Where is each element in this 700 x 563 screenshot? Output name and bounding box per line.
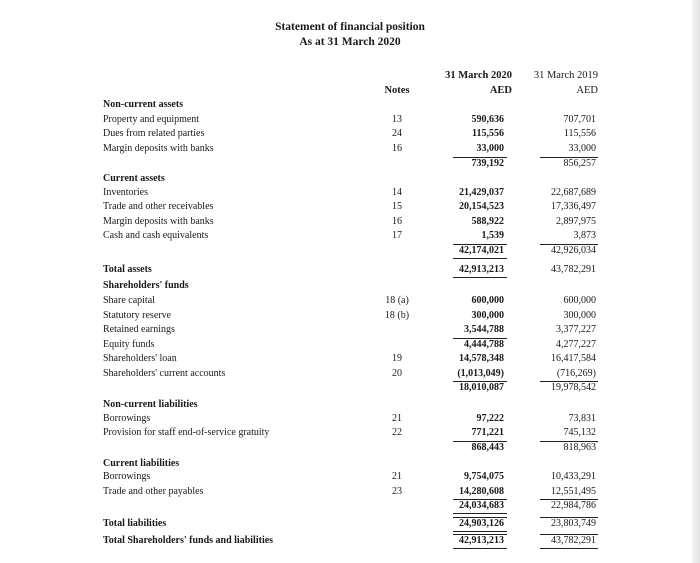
statement-row xyxy=(0,294,700,308)
statement-row xyxy=(0,534,700,548)
statement-row xyxy=(0,499,700,513)
row-note: 18 (a) xyxy=(385,295,409,306)
statement-row xyxy=(0,517,700,531)
row-label: Equity funds xyxy=(103,339,155,350)
total-rule xyxy=(453,499,507,500)
row-label: Shareholders' current accounts xyxy=(103,368,226,379)
row-value-2019: 10,433,291 xyxy=(551,471,596,482)
statement-row xyxy=(0,470,700,484)
row-note: 16 xyxy=(392,216,402,227)
row-value-2019: 3,377,227 xyxy=(556,324,596,335)
total-rule xyxy=(540,517,598,518)
statement-row xyxy=(0,263,700,277)
total-rule xyxy=(540,548,598,549)
row-value-2020: 14,280,608 xyxy=(459,486,504,497)
row-value-2019: 745,132 xyxy=(563,427,596,438)
statement-row xyxy=(0,352,700,366)
row-label: Total Shareholders' funds and liabilities xyxy=(103,535,274,546)
total-rule xyxy=(540,499,598,500)
total-rule xyxy=(453,441,507,442)
row-value-2019: 42,926,034 xyxy=(551,245,596,256)
row-value-2020: 42,913,213 xyxy=(459,535,504,546)
total-rule xyxy=(453,258,507,259)
row-label: Property and equipment xyxy=(103,114,200,125)
row-value-2019: 23,803,749 xyxy=(551,518,596,529)
statement-row xyxy=(0,398,700,412)
row-value-2020: 4,444,788 xyxy=(464,339,504,350)
row-label: Current liabilities xyxy=(103,458,180,469)
row-note: 15 xyxy=(392,201,402,212)
total-rule xyxy=(453,381,507,382)
row-value-2019: 4,277,227 xyxy=(556,339,596,350)
row-note: 13 xyxy=(392,114,402,125)
row-label: Share capital xyxy=(103,295,155,306)
row-value-2020: 9,754,075 xyxy=(464,471,504,482)
row-label: Inventories xyxy=(103,187,148,198)
row-value-2019: 115,556 xyxy=(563,128,596,139)
row-value-2020: 588,922 xyxy=(471,216,504,227)
row-value-2020: 600,000 xyxy=(471,295,504,306)
notes-column-header: Notes xyxy=(384,85,410,96)
total-rule xyxy=(540,441,598,442)
total-rule xyxy=(540,244,598,245)
row-value-2020: 24,034,683 xyxy=(459,500,504,511)
column-2020-header: 31 March 2020 xyxy=(445,70,512,81)
row-note: 24 xyxy=(392,128,402,139)
row-value-2019: 22,984,786 xyxy=(551,500,596,511)
row-value-2019: 33,000 xyxy=(568,143,596,154)
statement-row xyxy=(0,441,700,455)
row-value-2019: 600,000 xyxy=(563,295,596,306)
row-value-2019: 3,873 xyxy=(573,230,596,241)
row-value-2020: 14,578,348 xyxy=(459,353,504,364)
row-value-2020: 115,556 xyxy=(472,128,504,139)
row-label: Dues from related parties xyxy=(103,128,205,139)
total-rule xyxy=(453,338,507,339)
statement-row xyxy=(0,323,700,337)
row-note: 22 xyxy=(392,427,402,438)
statement-row xyxy=(0,186,700,200)
row-label: Provision for staff end-of-service gratuity xyxy=(103,427,270,438)
row-value-2020: 1,539 xyxy=(481,230,504,241)
row-value-2020: 771,221 xyxy=(471,427,504,438)
row-label: Borrowings xyxy=(103,471,151,482)
row-label: Non-current assets xyxy=(103,99,184,110)
row-value-2019: 73,831 xyxy=(568,413,596,424)
statement-row xyxy=(0,127,700,141)
row-note: 19 xyxy=(392,353,402,364)
row-value-2020: 21,429,037 xyxy=(459,187,504,198)
statement-row xyxy=(0,229,700,243)
statement-row xyxy=(0,200,700,214)
row-value-2019: 22,687,689 xyxy=(551,187,596,198)
row-label: Statutory reserve xyxy=(103,310,172,321)
row-value-2019: (716,269) xyxy=(556,368,596,379)
row-value-2019: 2,897,975 xyxy=(556,216,596,227)
row-note: 23 xyxy=(392,486,402,497)
statement-row xyxy=(0,412,700,426)
row-label: Borrowings xyxy=(103,413,151,424)
total-rule xyxy=(540,381,598,382)
row-value-2020: 739,192 xyxy=(471,158,504,169)
statement-row xyxy=(0,172,700,186)
statement-row xyxy=(0,485,700,499)
row-value-2019: 43,782,291 xyxy=(551,535,596,546)
row-value-2019: 856,257 xyxy=(563,158,596,169)
row-note: 20 xyxy=(392,368,402,379)
total-rule xyxy=(453,531,507,532)
row-label: Trade and other receivables xyxy=(103,201,214,212)
total-rule xyxy=(453,517,507,518)
row-label: Total assets xyxy=(103,264,152,275)
column-2019-header: 31 March 2019 xyxy=(533,70,598,81)
row-value-2020: 868,443 xyxy=(471,442,504,453)
statement-row xyxy=(0,142,700,156)
row-value-2020: 24,903,126 xyxy=(459,518,504,529)
row-value-2019: 16,417,584 xyxy=(551,353,596,364)
column-2019-unit: AED xyxy=(576,85,598,96)
row-label: Trade and other payables xyxy=(103,486,204,497)
row-value-2020: 33,000 xyxy=(476,143,504,154)
row-label: Cash and cash equivalents xyxy=(103,230,209,241)
page-edge-shadow xyxy=(692,0,700,563)
total-rule xyxy=(453,277,507,278)
statement-row xyxy=(0,244,700,258)
row-value-2019: 300,000 xyxy=(563,310,596,321)
row-value-2020: 42,174,021 xyxy=(459,245,504,256)
row-value-2020: 18,010,087 xyxy=(459,382,504,393)
statement-title xyxy=(240,20,460,50)
total-rule xyxy=(453,157,507,158)
row-value-2019: 19,978,542 xyxy=(551,382,596,393)
statement-row xyxy=(0,381,700,395)
row-note: 18 (b) xyxy=(384,310,410,321)
total-rule xyxy=(540,157,598,158)
row-value-2020: 590,636 xyxy=(471,114,504,125)
row-value-2020: 20,154,523 xyxy=(459,201,504,212)
statement-title-line1: Statement of financial position xyxy=(275,21,425,33)
column-2020-unit: AED xyxy=(489,85,512,96)
row-value-2019: 17,336,497 xyxy=(551,201,596,212)
total-rule xyxy=(453,244,507,245)
statement-row xyxy=(0,215,700,229)
row-label: Margin deposits with banks xyxy=(103,216,214,227)
statement-row xyxy=(0,457,700,471)
row-note: 21 xyxy=(392,471,402,482)
row-label: Retained earnings xyxy=(103,324,175,335)
statement-row xyxy=(0,279,700,293)
statement-row xyxy=(0,157,700,171)
statement-row xyxy=(0,338,700,352)
statement-row xyxy=(0,367,700,381)
statement-row xyxy=(0,426,700,440)
row-label: Shareholders' loan xyxy=(103,353,177,364)
row-value-2020: 42,913,213 xyxy=(459,264,504,275)
row-note: 21 xyxy=(392,413,402,424)
row-label: Margin deposits with banks xyxy=(103,143,214,154)
row-note: 14 xyxy=(392,187,402,198)
row-label: Total liabilities xyxy=(103,518,167,529)
statement-row xyxy=(0,113,700,127)
row-value-2020: 300,000 xyxy=(471,310,504,321)
row-label: Current assets xyxy=(103,173,165,184)
total-rule xyxy=(453,548,507,549)
statement-row xyxy=(0,98,700,112)
row-label: Non-current liabilities xyxy=(103,399,198,410)
row-value-2020: 3,544,788 xyxy=(464,324,504,335)
row-value-2019: 818,963 xyxy=(563,442,596,453)
total-rule xyxy=(453,534,507,535)
row-note: 17 xyxy=(392,230,402,241)
statement-row xyxy=(0,309,700,323)
row-value-2019: 12,551,495 xyxy=(551,486,596,497)
row-value-2019: 707,701 xyxy=(563,114,596,125)
row-value-2020: 97,222 xyxy=(476,413,504,424)
row-value-2019: 43,782,291 xyxy=(551,264,596,275)
total-rule xyxy=(453,513,507,514)
row-label: Shareholders' funds xyxy=(103,280,189,291)
total-rule xyxy=(540,534,598,535)
statement-title-line2: As at 31 March 2020 xyxy=(299,36,401,48)
row-note: 16 xyxy=(392,143,402,154)
row-value-2020: (1,013,049) xyxy=(457,368,504,379)
